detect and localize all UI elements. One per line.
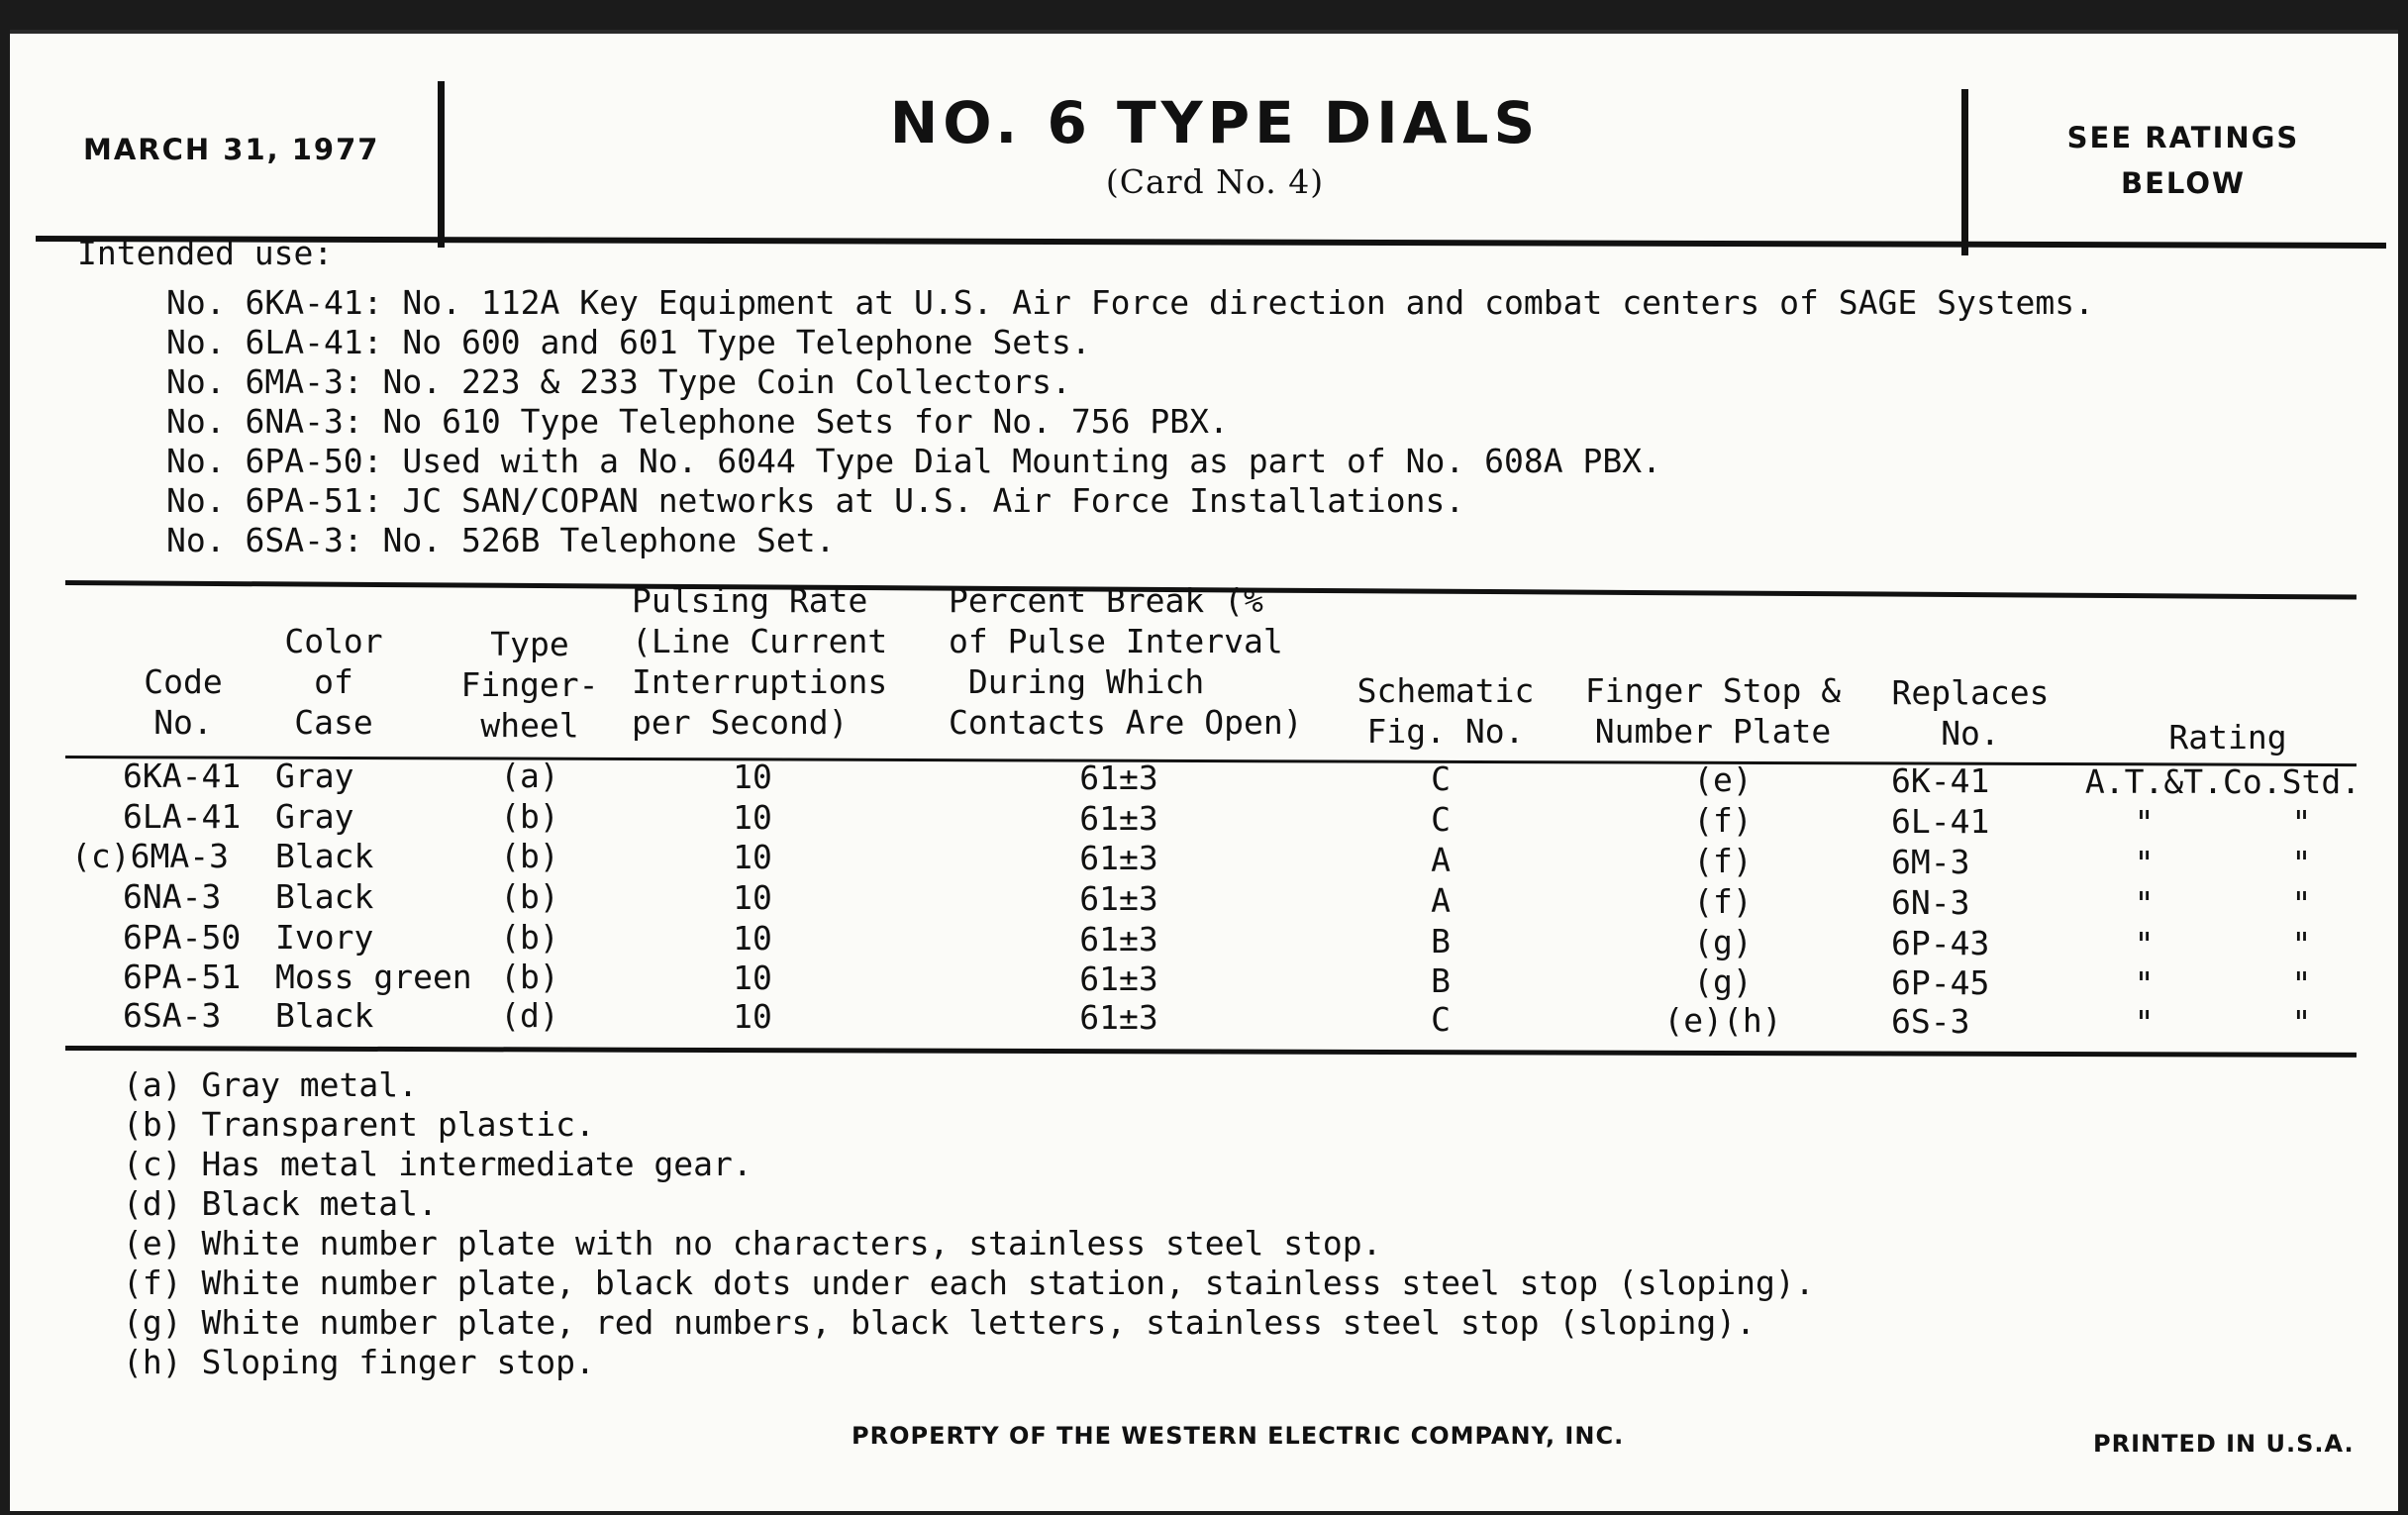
cell-pulsing: 10 (733, 878, 772, 917)
ratings-note (1985, 115, 2381, 206)
header-rating: Rating (2168, 718, 2287, 757)
cell-percent: 61±3 (1079, 758, 1158, 797)
header-percent-break: Percent Break (% of Pulse Interval During Which Contacts Are Open) (949, 581, 1303, 742)
header-pulsing-rate: Pulsing Rate (Line Current Interruptions per Second) (632, 581, 888, 742)
cell-color: Moss green (275, 958, 472, 996)
cell-code: 6SA-3 (123, 996, 222, 1035)
cell-finger-stop: (f) (1693, 801, 1753, 840)
cell-rating: " " (2134, 925, 2312, 963)
cell-rating: " " (2134, 964, 2312, 1003)
card-subtitle: (Card No. 4) (1105, 162, 1325, 201)
footnote: (d) Black metal. (123, 1184, 438, 1223)
header-divider-left (438, 81, 445, 248)
cell-pulsing: 10 (733, 838, 772, 876)
cell-code: (c)6MA-3 (71, 837, 229, 875)
cell-rating: A.T.&T.Co.Std. (2084, 762, 2361, 801)
intended-use-item: No. 6LA-41: No 600 and 601 Type Telephone Sets. (166, 323, 1091, 361)
cell-replaces: 6S-3 (1891, 1002, 1970, 1041)
cell-color: Ivory (275, 918, 374, 957)
card-date: MARCH 31, 1977 (83, 133, 380, 166)
property-notice: PROPERTY OF THE WESTERN ELECTRIC COMPANY, INC. (852, 1422, 1625, 1450)
cell-rating: " " (2134, 1003, 2312, 1042)
cell-percent: 61±3 (1079, 998, 1158, 1037)
cell-replaces: 6K-41 (1891, 761, 1990, 800)
cell-type: (b) (500, 797, 559, 836)
cell-finger-stop: (f) (1693, 842, 1753, 880)
intended-use-item: No. 6KA-41: No. 112A Key Equipment at U.S. Air Force direction and combat centers of SAGE Systems. (166, 283, 2095, 322)
header-type-fingerwheel: Type Finger- wheel (460, 625, 599, 745)
cell-color: Gray (275, 797, 354, 836)
header-rule (36, 236, 2386, 249)
header-color-of-case: Color of Case (284, 622, 383, 742)
cell-type: (d) (500, 996, 559, 1035)
table-header-rule (65, 756, 2357, 766)
cell-finger-stop: (f) (1693, 882, 1753, 921)
ratings-note-line1: SEE RATINGS (2066, 121, 2300, 154)
header-replaces: Replaces No. (1891, 673, 2050, 753)
footnote: (c) Has metal intermediate gear. (123, 1145, 752, 1183)
intended-use-item: No. 6PA-50: Used with a No. 6044 Type Dial Mounting as part of No. 608A PBX. (166, 442, 1661, 480)
footnote: (g) White number plate, red numbers, black letters, stainless steel stop (sloping). (123, 1303, 1756, 1342)
cell-code: 6KA-41 (123, 757, 242, 795)
card-title: NO. 6 TYPE DIALS (889, 89, 1541, 156)
header-code-no: Code No. (144, 662, 223, 742)
cell-color: Black (275, 996, 374, 1035)
cell-percent: 61±3 (1079, 839, 1158, 877)
cell-code: 6NA-3 (123, 877, 222, 916)
cell-schematic: B (1431, 961, 1451, 1000)
header-schematic: Schematic Fig. No. (1356, 671, 1535, 751)
cell-code: 6PA-51 (123, 958, 242, 996)
intended-use-item: No. 6NA-3: No 610 Type Telephone Sets for No. 756 PBX. (166, 402, 1229, 441)
intended-use-heading: Intended use: (77, 234, 334, 272)
cell-type: (b) (500, 918, 559, 957)
footnote: (h) Sloping finger stop. (123, 1343, 595, 1381)
cell-color: Gray (275, 757, 354, 795)
cell-code: 6LA-41 (123, 797, 242, 836)
cell-schematic: C (1431, 759, 1451, 798)
intended-use-item: No. 6PA-51: JC SAN/COPAN networks at U.S. Air Force Installations. (166, 481, 1465, 520)
cell-replaces: 6M-3 (1891, 843, 1970, 881)
cell-rating: " " (2134, 884, 2312, 923)
cell-finger-stop: (e) (1693, 760, 1753, 799)
cell-pulsing: 10 (733, 919, 772, 958)
header-finger-stop: Finger Stop & Number Plate (1584, 671, 1842, 751)
header-divider-right (1961, 89, 1968, 255)
cell-percent: 61±3 (1079, 920, 1158, 959)
table-bottom-rule (65, 1046, 2357, 1058)
cell-type: (b) (500, 837, 559, 875)
cell-type: (b) (500, 877, 559, 916)
cell-percent: 61±3 (1079, 799, 1158, 838)
cell-replaces: 6L-41 (1891, 802, 1990, 841)
footnote: (e) White number plate with no characters, stainless steel stop. (123, 1224, 1382, 1262)
intended-use-item: No. 6MA-3: No. 223 & 233 Type Coin Collectors. (166, 362, 1071, 401)
cell-replaces: 6P-43 (1891, 924, 1990, 962)
footnote: (f) White number plate, black dots under each station, stainless steel stop (sloping). (123, 1263, 1815, 1302)
cell-schematic: C (1431, 800, 1451, 839)
top-edge (10, 30, 2398, 34)
cell-finger-stop: (g) (1693, 923, 1753, 961)
cell-schematic: B (1431, 922, 1451, 960)
cell-code: 6PA-50 (123, 918, 242, 957)
cell-pulsing: 10 (733, 959, 772, 997)
cell-finger-stop: (e)(h) (1663, 1001, 1782, 1040)
cell-schematic: A (1431, 881, 1451, 920)
cell-schematic: A (1431, 841, 1451, 879)
cell-percent: 61±3 (1079, 879, 1158, 918)
cell-rating: " " (2134, 844, 2312, 882)
cell-pulsing: 10 (733, 758, 772, 796)
cell-replaces: 6N-3 (1891, 883, 1970, 922)
dial-card (10, 30, 2398, 1511)
cell-rating: " " (2134, 803, 2312, 842)
cell-pulsing: 10 (733, 798, 772, 837)
cell-pulsing: 10 (733, 997, 772, 1036)
cell-finger-stop: (g) (1693, 962, 1753, 1001)
cell-color: Black (275, 877, 374, 916)
cell-color: Black (275, 837, 374, 875)
printed-notice: PRINTED IN U.S.A. (2093, 1430, 2355, 1458)
footnote: (a) Gray metal. (123, 1065, 419, 1104)
footnote: (b) Transparent plastic. (123, 1105, 595, 1144)
ratings-note-line2: BELOW (2121, 166, 2246, 200)
intended-use-item: No. 6SA-3: No. 526B Telephone Set. (166, 521, 836, 559)
cell-percent: 61±3 (1079, 960, 1158, 998)
cell-replaces: 6P-45 (1891, 963, 1990, 1002)
cell-schematic: C (1431, 1000, 1451, 1039)
cell-type: (a) (500, 757, 559, 795)
cell-type: (b) (500, 958, 559, 996)
